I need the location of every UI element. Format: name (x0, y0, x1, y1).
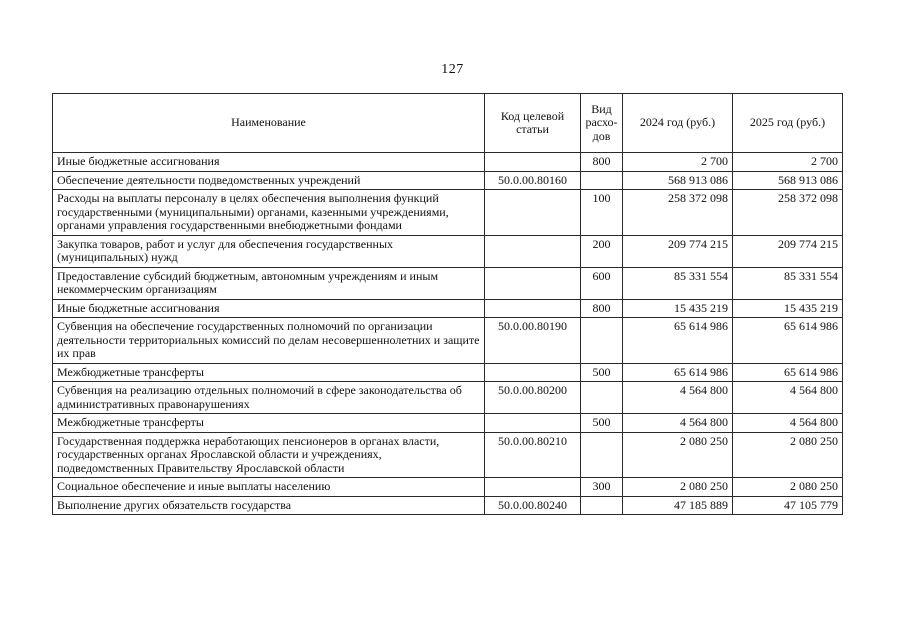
row-type: 800 (581, 299, 623, 318)
table-row (53, 432, 843, 478)
row-amount-2024: 4 564 800 (623, 382, 733, 414)
row-type: 200 (581, 235, 623, 267)
row-amount-2025: 209 774 215 (733, 235, 843, 267)
row-type (581, 432, 623, 478)
row-type (581, 382, 623, 414)
row-amount-2025: 258 372 098 (733, 190, 843, 236)
row-type: 800 (581, 153, 623, 172)
row-name: Иные бюджетные ассигнования (53, 153, 485, 172)
table-row (53, 382, 843, 414)
row-amount-2024: 258 372 098 (623, 190, 733, 236)
row-code (485, 190, 581, 236)
table-row (53, 478, 843, 497)
row-code (485, 267, 581, 299)
row-amount-2024: 47 185 889 (623, 496, 733, 515)
row-name: Субвенция на обеспечение государственных полномочий по организации деятельности территориальных комиссий по делам несовершеннолетних и защите их прав (53, 318, 485, 364)
table-row (53, 171, 843, 190)
row-code: 50.0.00.80190 (485, 318, 581, 364)
row-amount-2025: 568 913 086 (733, 171, 843, 190)
row-amount-2024: 65 614 986 (623, 318, 733, 364)
row-name: Межбюджетные трансферты (53, 363, 485, 382)
row-amount-2024: 2 080 250 (623, 478, 733, 497)
row-code (485, 414, 581, 433)
row-type (581, 171, 623, 190)
row-amount-2024: 2 080 250 (623, 432, 733, 478)
table-row (53, 153, 843, 172)
row-type: 300 (581, 478, 623, 497)
row-code (485, 153, 581, 172)
row-code (485, 478, 581, 497)
row-amount-2025: 85 331 554 (733, 267, 843, 299)
table-row (53, 318, 843, 364)
row-name: Выполнение других обязательств государства (53, 496, 485, 515)
budget-table (52, 93, 843, 515)
row-code (485, 299, 581, 318)
row-name: Закупка товаров, работ и услуг для обеспечения государственных (муниципальных) нужд (53, 235, 485, 267)
row-amount-2024: 4 564 800 (623, 414, 733, 433)
table-row (53, 414, 843, 433)
table-row (53, 496, 843, 515)
row-type: 600 (581, 267, 623, 299)
table-row (53, 190, 843, 236)
row-type: 500 (581, 363, 623, 382)
row-name: Субвенция на реализацию отдельных полномочий в сфере законодательства об административных правонарушениях (53, 382, 485, 414)
row-amount-2024: 65 614 986 (623, 363, 733, 382)
row-amount-2025: 65 614 986 (733, 318, 843, 364)
row-name: Расходы на выплаты персоналу в целях обеспечения выполнения функций государственными (муниципальными) органами, казенными учреждениями, органами управления государственными внебюджетными фондами (53, 190, 485, 236)
row-name: Обеспечение деятельности подведомственных учреждений (53, 171, 485, 190)
row-type (581, 318, 623, 364)
column-header-code: Код целевой статьи (485, 94, 581, 153)
row-code: 50.0.00.80200 (485, 382, 581, 414)
row-amount-2025: 4 564 800 (733, 414, 843, 433)
row-type: 500 (581, 414, 623, 433)
table-row (53, 363, 843, 382)
page-number: 127 (441, 62, 464, 77)
column-header-2024: 2024 год (руб.) (623, 94, 733, 153)
column-header-type: Вид расхо-дов (581, 94, 623, 153)
row-amount-2025: 15 435 219 (733, 299, 843, 318)
column-header-name: Наименование (53, 94, 485, 153)
row-type (581, 496, 623, 515)
table-row (53, 267, 843, 299)
row-name: Государственная поддержка неработающих пенсионеров в органах власти, государственных органах Ярославской области и учреждениях, подведомственных Правительству Ярославской области (53, 432, 485, 478)
row-name: Межбюджетные трансферты (53, 414, 485, 433)
table-header-row (53, 94, 843, 153)
row-amount-2025: 2 700 (733, 153, 843, 172)
row-amount-2025: 2 080 250 (733, 432, 843, 478)
table-row (53, 299, 843, 318)
row-amount-2025: 65 614 986 (733, 363, 843, 382)
row-code (485, 235, 581, 267)
row-amount-2025: 2 080 250 (733, 478, 843, 497)
row-name: Предоставление субсидий бюджетным, автономным учреждениям и иным некоммерческим организациям (53, 267, 485, 299)
column-header-2025: 2025 год (руб.) (733, 94, 843, 153)
row-amount-2025: 4 564 800 (733, 382, 843, 414)
row-type: 100 (581, 190, 623, 236)
table-row (53, 235, 843, 267)
row-code: 50.0.00.80160 (485, 171, 581, 190)
row-code (485, 363, 581, 382)
row-amount-2025: 47 105 779 (733, 496, 843, 515)
row-amount-2024: 85 331 554 (623, 267, 733, 299)
row-amount-2024: 15 435 219 (623, 299, 733, 318)
row-code: 50.0.00.80240 (485, 496, 581, 515)
row-name: Иные бюджетные ассигнования (53, 299, 485, 318)
row-amount-2024: 209 774 215 (623, 235, 733, 267)
row-amount-2024: 568 913 086 (623, 171, 733, 190)
row-name: Социальное обеспечение и иные выплаты населению (53, 478, 485, 497)
row-code: 50.0.00.80210 (485, 432, 581, 478)
row-amount-2024: 2 700 (623, 153, 733, 172)
